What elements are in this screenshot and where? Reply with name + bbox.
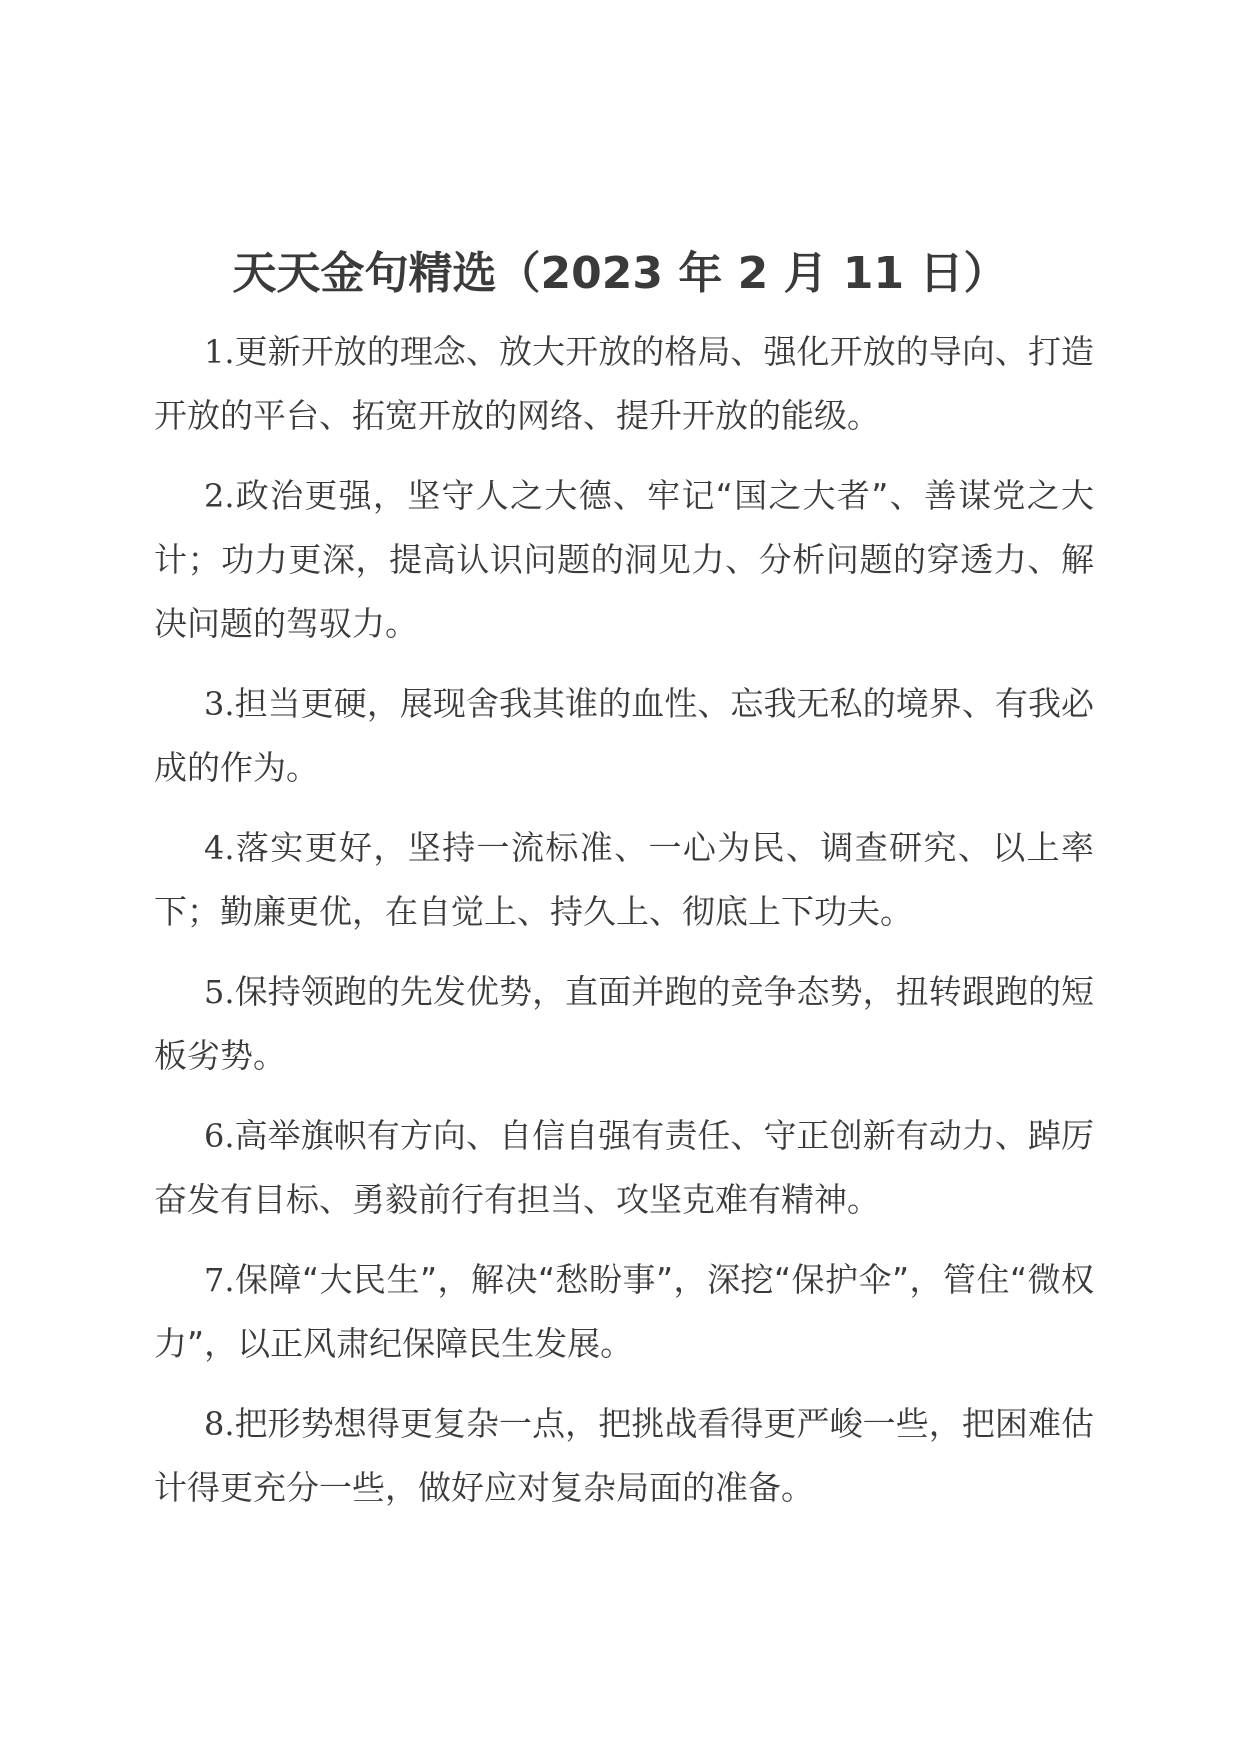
- quote-item-3: [154, 672, 1094, 800]
- quote-number: 7.: [204, 1261, 235, 1299]
- quote-item-5: [154, 960, 1094, 1088]
- page-title: 天天金句精选（2023 年 2 月 11 日）: [232, 248, 1008, 299]
- quote-text: 政治更强，坚守人之大德、牢记“国之大者”、善谋党之大计；功力更深，提高认识问题的洞见力、分析问题的穿透力、解决问题的驾驭力。: [154, 476, 1094, 643]
- quote-number: 6.: [204, 1117, 235, 1155]
- quote-number: 4.: [204, 829, 235, 867]
- quote-item-4: [154, 816, 1094, 944]
- quote-item-1: [154, 320, 1094, 448]
- quote-number: 8.: [204, 1405, 235, 1443]
- quote-text: 落实更好，坚持一流标准、一心为民、调查研究、以上率下；勤廉更优，在自觉上、持久上、彻底上下功夫。: [154, 828, 1094, 931]
- quote-text: 更新开放的理念、放大开放的格局、强化开放的导向、打造开放的平台、拓宽开放的网络、提升开放的能级。: [154, 332, 1094, 435]
- quote-number: 1.: [204, 333, 235, 371]
- quote-number: 2.: [204, 477, 235, 515]
- quote-list: [154, 320, 1094, 1536]
- quote-item-7: [154, 1248, 1094, 1376]
- quote-number: 5.: [204, 973, 235, 1011]
- quote-text: 担当更硬，展现舍我其谁的血性、忘我无私的境界、有我必成的作为。: [154, 684, 1094, 787]
- quote-text: 保持领跑的先发优势，直面并跑的竞争态势，扭转跟跑的短板劣势。: [154, 972, 1094, 1075]
- quote-number: 3.: [204, 685, 235, 723]
- quote-item-8: [154, 1392, 1094, 1520]
- quote-item-2: [154, 464, 1094, 656]
- quote-text: 保障“大民生”，解决“愁盼事”，深挖“保护伞”，管住“微权力”，以正风肃纪保障民生发展。: [154, 1260, 1094, 1363]
- quote-item-6: [154, 1104, 1094, 1232]
- quote-text: 高举旗帜有方向、自信自强有责任、守正创新有动力、踔厉奋发有目标、勇毅前行有担当、攻坚克难有精神。: [154, 1116, 1094, 1219]
- quote-text: 把形势想得更复杂一点，把挑战看得更严峻一些，把困难估计得更充分一些，做好应对复杂局面的准备。: [154, 1404, 1094, 1507]
